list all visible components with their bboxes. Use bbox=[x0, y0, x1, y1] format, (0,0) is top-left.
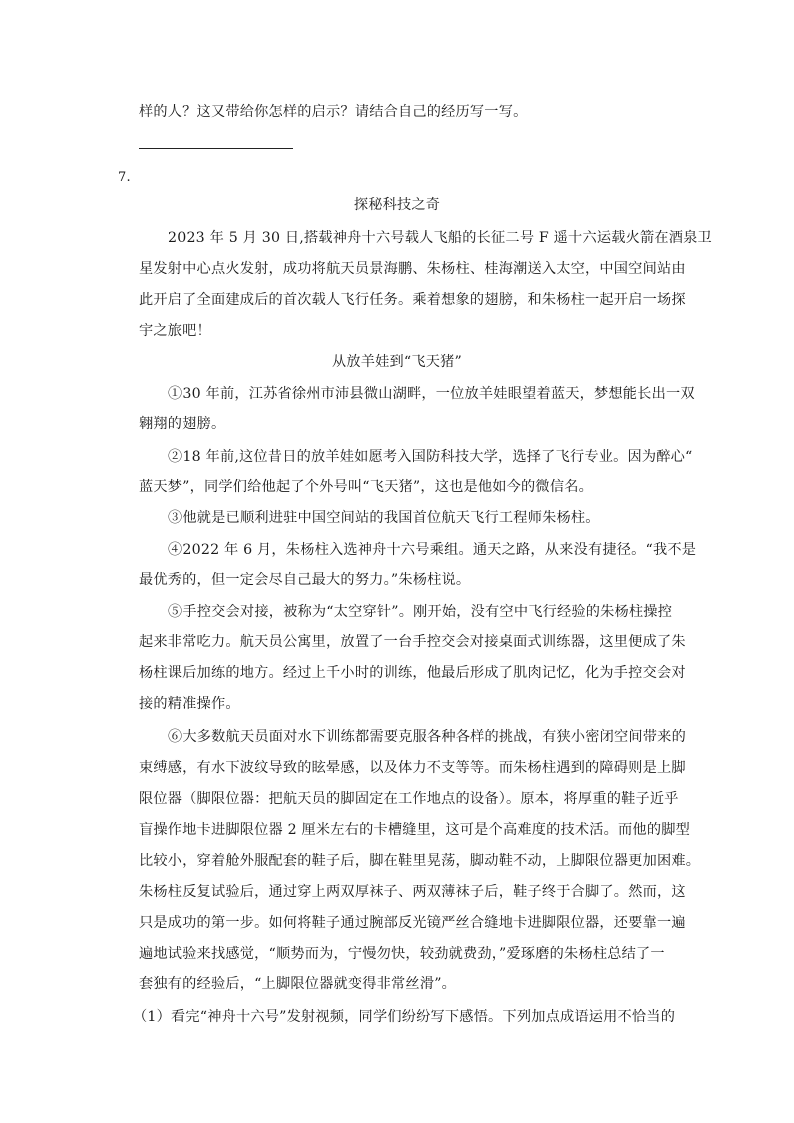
sub-question-1: （1）看完“神舟十六号”发射视频，同学们纷纷写下感悟。下列加点成语运用不恰当的 bbox=[133, 1009, 676, 1025]
paragraph-line: 接的精准操作。 bbox=[139, 696, 240, 712]
paragraph-line: 限位器（脚限位器：把航天员的脚固定在工作地点的设备）。原本，将厚重的鞋子近乎 bbox=[139, 791, 679, 807]
paragraph-line: 只是成功的第一步。如何将鞋子通过腕部反光镜严丝合缝地卡进脚限位器，还要靠一遍 bbox=[139, 915, 686, 931]
paragraph-line: 比较小，穿着舱外服配套的鞋子后，脚在鞋里晃荡，脚动鞋不动，上脚限位器更加困难。 bbox=[139, 853, 701, 869]
paragraph-line: ⑥大多数航天员面对水下训练都需要克服各种各样的挑战，有狭小密闭空间带来的 bbox=[168, 729, 686, 745]
paragraph-line: 套独有的经验后，“上脚限位器就变得非常丝滑”。 bbox=[139, 976, 457, 992]
paragraph-line: 起来非常吃力。航天员公寓里，放置了一台手控交会对接桌面式训练器，这里便成了朱 bbox=[139, 634, 686, 650]
intro-line: 此开启了全面建成后的首次载人飞行任务。乘着想象的翅膀，和朱杨柱一起开启一场探 bbox=[139, 292, 686, 308]
answer-blank-line bbox=[139, 148, 293, 149]
article-title: 探秘科技之奇 bbox=[353, 197, 441, 213]
paragraph-line: 翱翔的翅膀。 bbox=[139, 416, 226, 432]
paragraph-line: 杨柱课后加练的地方。经过上千小时的训练，他最后形成了肌肉记忆，化为手控交会对 bbox=[139, 665, 686, 681]
question-number: 7. bbox=[118, 170, 131, 185]
paragraph-line: 束缚感，有水下波纹导致的眩晕感，以及体力不支等等。而朱杨柱遇到的障碍则是上脚 bbox=[139, 760, 686, 776]
paragraph-line: 最优秀的，但一定会尽自己最大的努力。”朱杨柱说。 bbox=[139, 572, 471, 588]
paragraph-line: 朱杨柱反复试验后，通过穿上两双厚袜子、两双薄袜子后，鞋子终于合脚了。然而，这 bbox=[139, 884, 686, 900]
paragraph-line: ②18 年前,这位昔日的放羊娃如愿考入国防科技大学，选择了飞行专业。因为醉心“ bbox=[168, 449, 693, 465]
intro-line: 2023 年 5 月 30 日,搭载神舟十六号载人飞船的长征二号 F 遥十六运载火箭在酒泉卫 bbox=[168, 230, 712, 246]
section-subtitle: 从放羊娃到“飞天猪” bbox=[331, 354, 462, 370]
paragraph-line: ③他就是已顺利进驻中国空间站的我国首位航天飞行工程师朱杨柱。 bbox=[168, 510, 600, 526]
paragraph-line: 盲操作地卡进脚限位器 2 厘米左右的卡槽缝里，这可是个高难度的技术活。而他的脚型 bbox=[139, 822, 690, 838]
paragraph-line: ①30 年前，江苏省徐州市沛县微山湖畔，一位放羊娃眼望着蓝天，梦想能长出一双 bbox=[168, 386, 695, 402]
intro-tail-line: 样的人？这又带给你怎样的启示？请结合自己的经历写一写。 bbox=[139, 104, 528, 120]
intro-line: 星发射中心点火发射，成功将航天员景海鹏、朱杨柱、桂海潮送入太空，中国空间站由 bbox=[139, 261, 686, 277]
paragraph-line: 遍地试验来找感觉，“顺势而为，宁慢勿快，较劲就费劲，”爱琢磨的朱杨柱总结了一 bbox=[139, 946, 665, 962]
paragraph-line: 蓝天梦”，同学们给他起了个外号叫“飞天猪”，这也是他如今的微信名。 bbox=[139, 479, 593, 495]
paragraph-line: ④2022 年 6 月，朱杨柱入选神舟十六号乘组。通天之路，从来没有捷径。“我不是 bbox=[168, 542, 697, 558]
intro-line: 宇之旅吧！ bbox=[139, 323, 211, 339]
paragraph-line: ⑤手控交会对接，被称为“太空穿针”。刚开始，没有空中飞行经验的朱杨柱操控 bbox=[168, 604, 673, 620]
